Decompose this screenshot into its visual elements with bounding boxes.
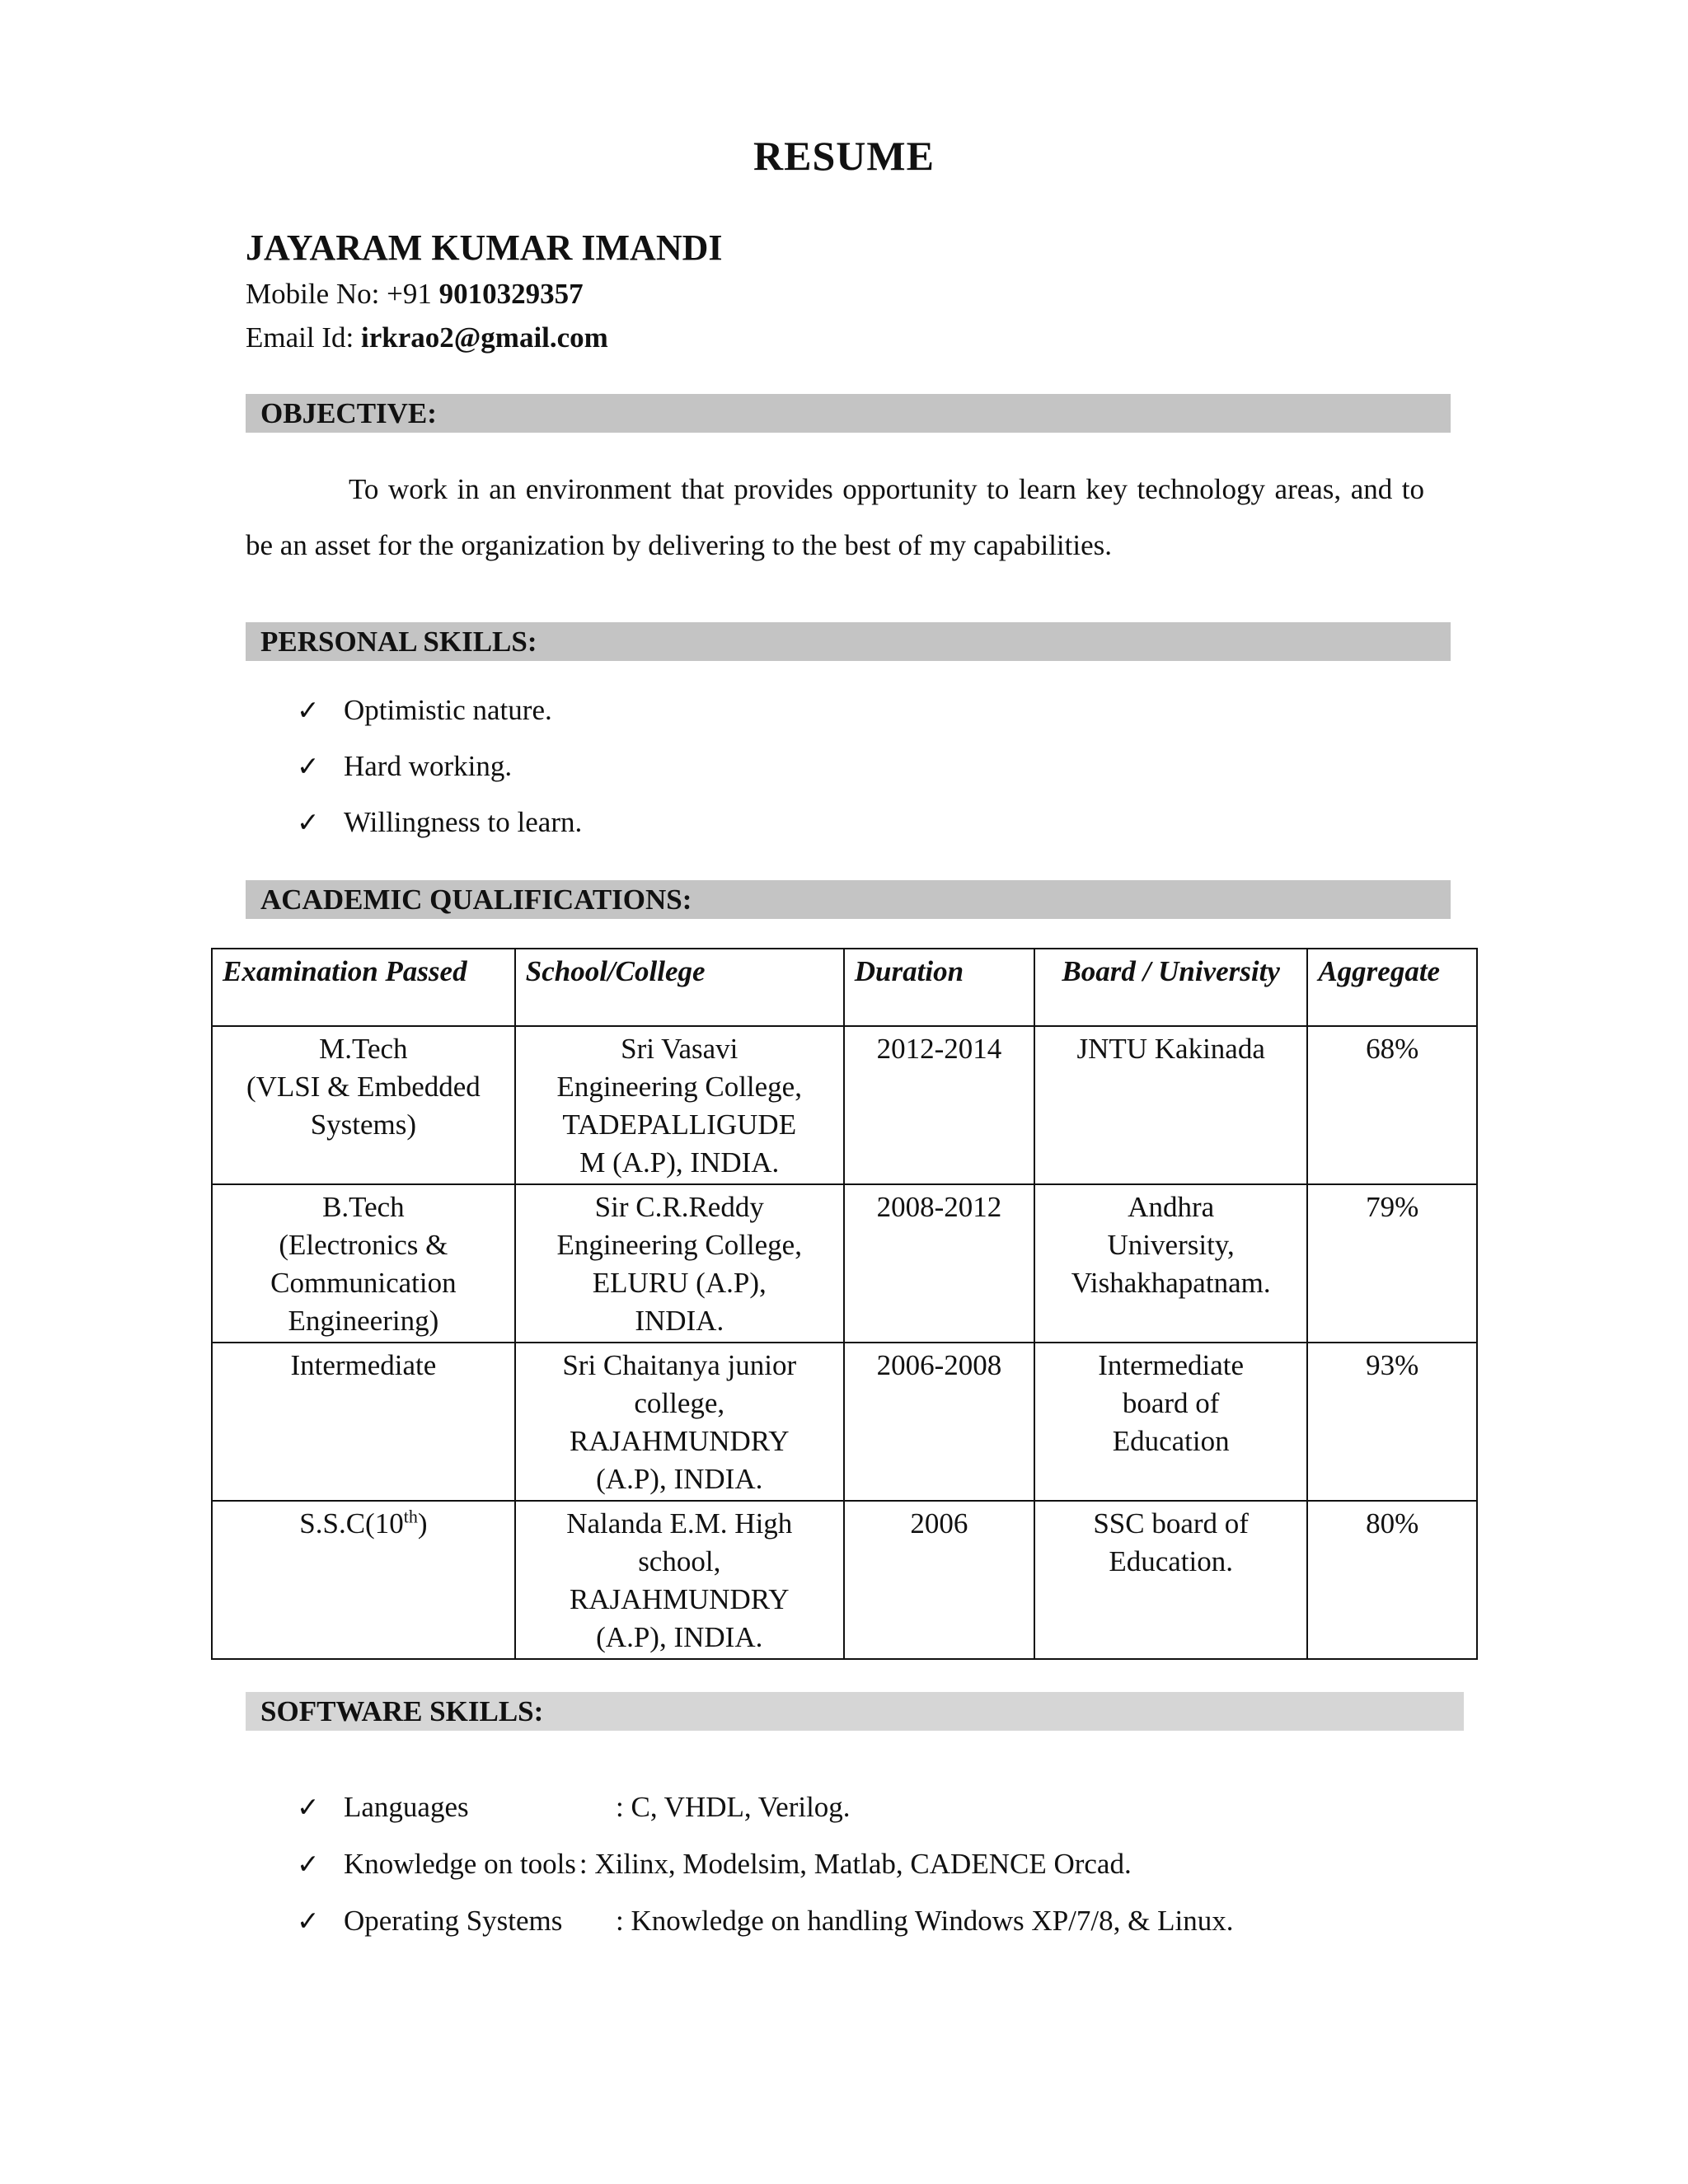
header-board: Board / University (1034, 949, 1307, 1026)
skill-value: : C, VHDL, Verilog. (616, 1791, 851, 1823)
page-title: RESUME (753, 133, 935, 179)
mobile-number: 9010329357 (438, 278, 584, 310)
personal-skills-heading: PERSONAL SKILLS: (246, 622, 1451, 661)
academic-heading: ACADEMIC QUALIFICATIONS: (246, 880, 1451, 919)
cell-aggregate: 79% (1307, 1184, 1477, 1343)
cell-duration: 2008-2012 (844, 1184, 1034, 1343)
objective-text (246, 462, 1424, 574)
table-header-row (212, 949, 1477, 1026)
cell-school: Sri Vasavi Engineering College, TADEPALLIGUDE M (A.P), INDIA. (515, 1026, 844, 1184)
cell-board: SSC board of Education. (1034, 1501, 1307, 1659)
skill-text: Optimistic nature. (344, 694, 552, 726)
cell-school: Sri Chaitanya junior college, RAJAHMUNDRY (A.P), INDIA. (515, 1343, 844, 1501)
check-icon: ✓ (297, 806, 320, 838)
software-skills-list (297, 1779, 1233, 1949)
cell-duration: 2006-2008 (844, 1343, 1034, 1501)
list-item (297, 738, 582, 794)
list-item (297, 1779, 1233, 1835)
cell-board: JNTU Kakinada (1034, 1026, 1307, 1184)
list-item (297, 682, 582, 738)
header-exam: Examination Passed (212, 949, 515, 1026)
table-row (212, 1501, 1477, 1659)
cell-board: Andhra University, Vishakhapatnam. (1034, 1184, 1307, 1343)
mobile-label: Mobile No: +91 (246, 278, 439, 310)
list-item (297, 794, 582, 851)
cell-duration: 2012-2014 (844, 1026, 1034, 1184)
personal-skills-list (297, 682, 582, 851)
email-line (246, 321, 608, 354)
skill-label: Languages (344, 1791, 469, 1823)
header-school: School/College (515, 949, 844, 1026)
academic-table (211, 948, 1478, 1660)
cell-aggregate: 68% (1307, 1026, 1477, 1184)
cell-exam: M.Tech (VLSI & Embedded Systems) (212, 1026, 515, 1184)
header-duration: Duration (844, 949, 1034, 1026)
list-item (297, 1835, 1233, 1892)
objective-body: To work in an environment that provides opportunity to learn key technology areas, and to be an asset for the organization by delivering to the best of my capabilities. (246, 473, 1424, 561)
candidate-name: JAYARAM KUMAR IMANDI (246, 227, 723, 268)
check-icon: ✓ (297, 1848, 320, 1880)
skill-value: : Xilinx, Modelsim, Matlab, CADENCE Orcad. (579, 1848, 1132, 1880)
cell-exam: B.Tech (Electronics & Communication Engineering) (212, 1184, 515, 1343)
table-row (212, 1343, 1477, 1501)
skill-value: : Knowledge on handling Windows XP/7/8, & Linux. (616, 1905, 1234, 1937)
table-row (212, 1026, 1477, 1184)
check-icon: ✓ (297, 1905, 320, 1937)
mobile-line (246, 278, 584, 311)
header-aggregate: Aggregate (1307, 949, 1477, 1026)
list-item (297, 1892, 1233, 1949)
cell-aggregate: 80% (1307, 1501, 1477, 1659)
email-address: irkrao2@gmail.com (360, 321, 608, 354)
check-icon: ✓ (297, 694, 320, 726)
cell-school: Nalanda E.M. High school, RAJAHMUNDRY (A.P), INDIA. (515, 1501, 844, 1659)
skill-label: Operating Systems (344, 1905, 563, 1937)
cell-board: Intermediate board of Education (1034, 1343, 1307, 1501)
check-icon: ✓ (297, 750, 320, 782)
check-icon: ✓ (297, 1791, 320, 1823)
objective-heading: OBJECTIVE: (246, 394, 1451, 433)
skill-label: Knowledge on tools (344, 1848, 576, 1880)
table-row (212, 1184, 1477, 1343)
cell-exam: S.S.C(10th) (212, 1501, 515, 1659)
cell-school: Sir C.R.Reddy Engineering College, ELURU (A.P), INDIA. (515, 1184, 844, 1343)
software-skills-heading: SOFTWARE SKILLS: (246, 1692, 1464, 1731)
email-label: Email Id: (246, 321, 361, 354)
cell-duration: 2006 (844, 1501, 1034, 1659)
skill-text: Willingness to learn. (344, 806, 583, 838)
skill-text: Hard working. (344, 750, 513, 782)
cell-aggregate: 93% (1307, 1343, 1477, 1501)
cell-exam: Intermediate (212, 1343, 515, 1501)
